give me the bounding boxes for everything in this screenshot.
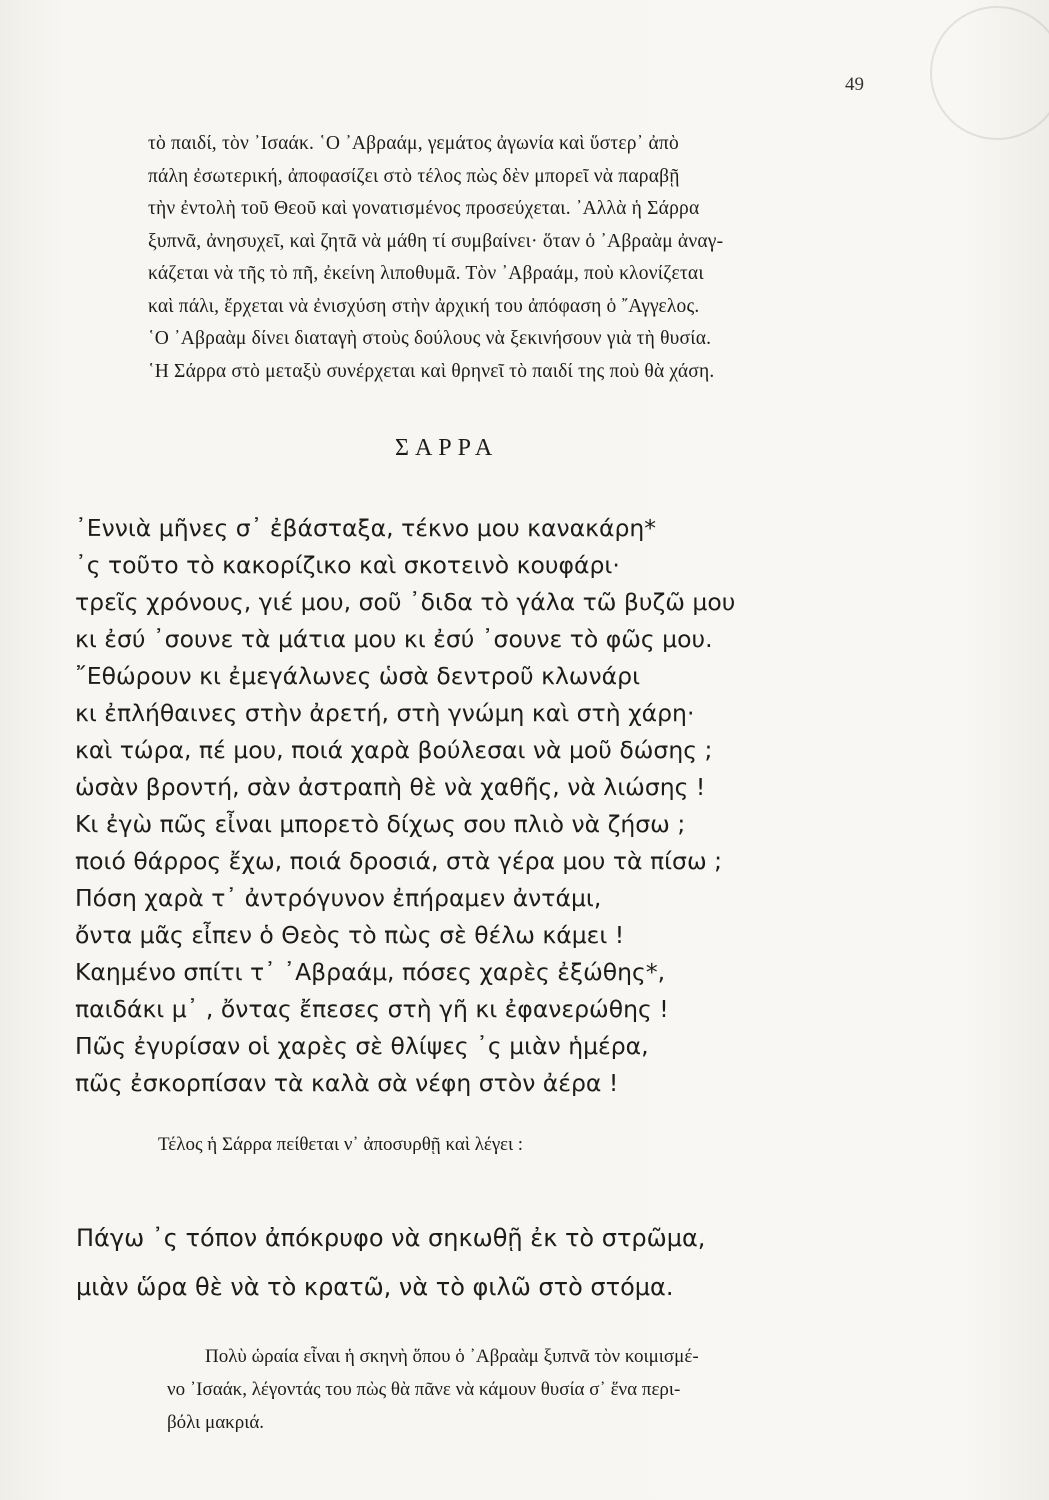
section-heading: ΣΑΡΡΑ <box>395 435 499 461</box>
intro-line: τὴν ἐντολὴ τοῦ Θεοῦ καὶ γονατισμένος προσεύχεται. ᾿Αλλὰ ἡ Σάρρα <box>148 198 700 219</box>
intro-line: ῾Ο ᾿Αβραὰμ δίνει διαταγὴ στοὺς δούλους νὰ ξεκινήσουν γιὰ τὴ θυσία. <box>148 328 712 349</box>
poem-line: κι ἐσύ ᾿σουνε τὰ μάτια μου κι ἐσύ ᾿σουνε τὸ φῶς μου. <box>75 625 713 653</box>
library-stamp-bleedthrough <box>930 6 1049 140</box>
closing-line: Πολὺ ὡραία εἶναι ἡ σκηνὴ ὅπου ὁ ᾿Αβραὰμ ξυπνᾶ τὸν κοιμισμέ- <box>205 1346 699 1367</box>
intro-line: κάζεται νὰ τῆς τὸ πῆ, ἐκείνη λιποθυμᾶ. Τὸν ᾿Αβραάμ, ποὺ κλονίζεται <box>148 263 704 284</box>
poem-line: κι ἐπλήθαινες στὴν ἀρετή, στὴ γνώμη καὶ στὴ χάρη· <box>75 699 695 727</box>
poem-line: πῶς ἐσκορπίσαν τὰ καλὰ σὰ νέφη στὸν ἀέρα ! <box>75 1069 619 1097</box>
intro-line: ξυπνᾶ, ἀνησυχεῖ, καὶ ζητᾶ νὰ μάθη τί συμβαίνει· ὅταν ὁ ᾿Αβραὰμ ἀναγ- <box>148 230 724 252</box>
poem-line: ὄντα μᾶς εἶπεν ὁ Θεὸς τὸ πὼς σὲ θέλω κάμει ! <box>75 921 625 949</box>
closing-paragraph <box>167 1340 905 1439</box>
poem-line: Κι ἐγὼ πῶς εἶναι μπορετὸ δίχως σου πλιὸ νὰ ζήσω ; <box>75 810 686 838</box>
poem-couplet <box>76 1214 705 1312</box>
poem-line: ποιό θάρρος ἔχω, ποιά δροσιά, στὰ γέρα μου τὰ πίσω ; <box>75 847 723 875</box>
poem-line: ᾿Εννιὰ μῆνες σ᾿ ἐβάσταξα, τέκνο μου κανακάρη* <box>75 514 657 542</box>
poem-line: Πῶς ἐγυρίσαν οἱ χαρὲς σὲ θλίψες ᾿ς μιὰν ἡμέρα, <box>75 1032 649 1060</box>
intro-paragraph <box>148 128 888 388</box>
poem-line: Καημένο σπίτι τ᾿ ᾿Αβραάμ, πόσες χαρὲς ἐξώθης*, <box>75 958 666 986</box>
intro-line: καὶ πάλι, ἔρχεται νὰ ἐνισχύση στὴν ἀρχική του ἀπόφαση ὁ ῎Αγγελος. <box>148 295 700 317</box>
poem-line: παιδάκι μ᾿ , ὄντας ἔπεσες στὴ γῆ κι ἐφανερώθης ! <box>75 995 669 1023</box>
poem-line: μιὰν ὥρα θὲ νὰ τὸ κρατῶ, νὰ τὸ φιλῶ στὸ στόμα. <box>76 1273 674 1301</box>
poem-line: Πόση χαρὰ τ᾿ ἀντρόγυνον ἐπήραμεν ἀντάμι, <box>75 884 602 912</box>
intro-line: τὸ παιδί, τὸν ᾿Ισαάκ. ῾Ο ᾿Αβραάμ, γεμάτος ἀγωνία καὶ ὕστερ᾿ ἀπὸ <box>148 133 679 154</box>
poem-line: τρεῖς χρόνους, γιέ μου, σοῦ ᾿διδα τὸ γάλα τῶ βυζῶ μου <box>75 588 736 616</box>
stage-note: Τέλος ἡ Σάρρα πείθεται ν᾿ ἀποσυρθῇ καὶ λέγει : <box>158 1134 524 1155</box>
poem-line: ὡσὰν βροντή, σὰν ἀστραπὴ θὲ νὰ χαθῆς, νὰ λιώσης ! <box>75 773 706 801</box>
closing-line: βόλι μακριά. <box>167 1412 265 1433</box>
poem-stanza <box>75 510 795 1102</box>
page-number: 49 <box>845 74 864 95</box>
closing-line: νο ᾿Ισαάκ, λέγοντάς του πὼς θὰ πᾶνε νὰ κάμουν θυσία σ᾿ ἕνα περι- <box>167 1379 681 1400</box>
intro-line: πάλη ἐσωτερική, ἀποφασίζει στὸ τέλος πὼς δὲν μπορεῖ νὰ παραβῇ <box>148 165 680 187</box>
poem-line: ᾿ς τοῦτο τὸ κακορίζικο καὶ σκοτεινὸ κουφάρι· <box>75 551 620 579</box>
poem-line: ῎Εθώρουν κι ἐμεγάλωνες ὡσὰ δεντροῦ κλωνάρι <box>75 662 641 690</box>
intro-line: ῾Η Σάρρα στὸ μεταξὺ συνέρχεται καὶ θρηνεῖ τὸ παιδί της ποὺ θὰ χάση. <box>148 360 715 382</box>
poem-line: καὶ τώρα, πέ μου, ποιά χαρὰ βούλεσαι νὰ μοῦ δώσης ; <box>75 736 713 764</box>
poem-line: Πάγω ᾿ς τόπον ἀπόκρυφο νὰ σηκωθῇ ἐκ τὸ στρῶμα, <box>76 1224 706 1252</box>
